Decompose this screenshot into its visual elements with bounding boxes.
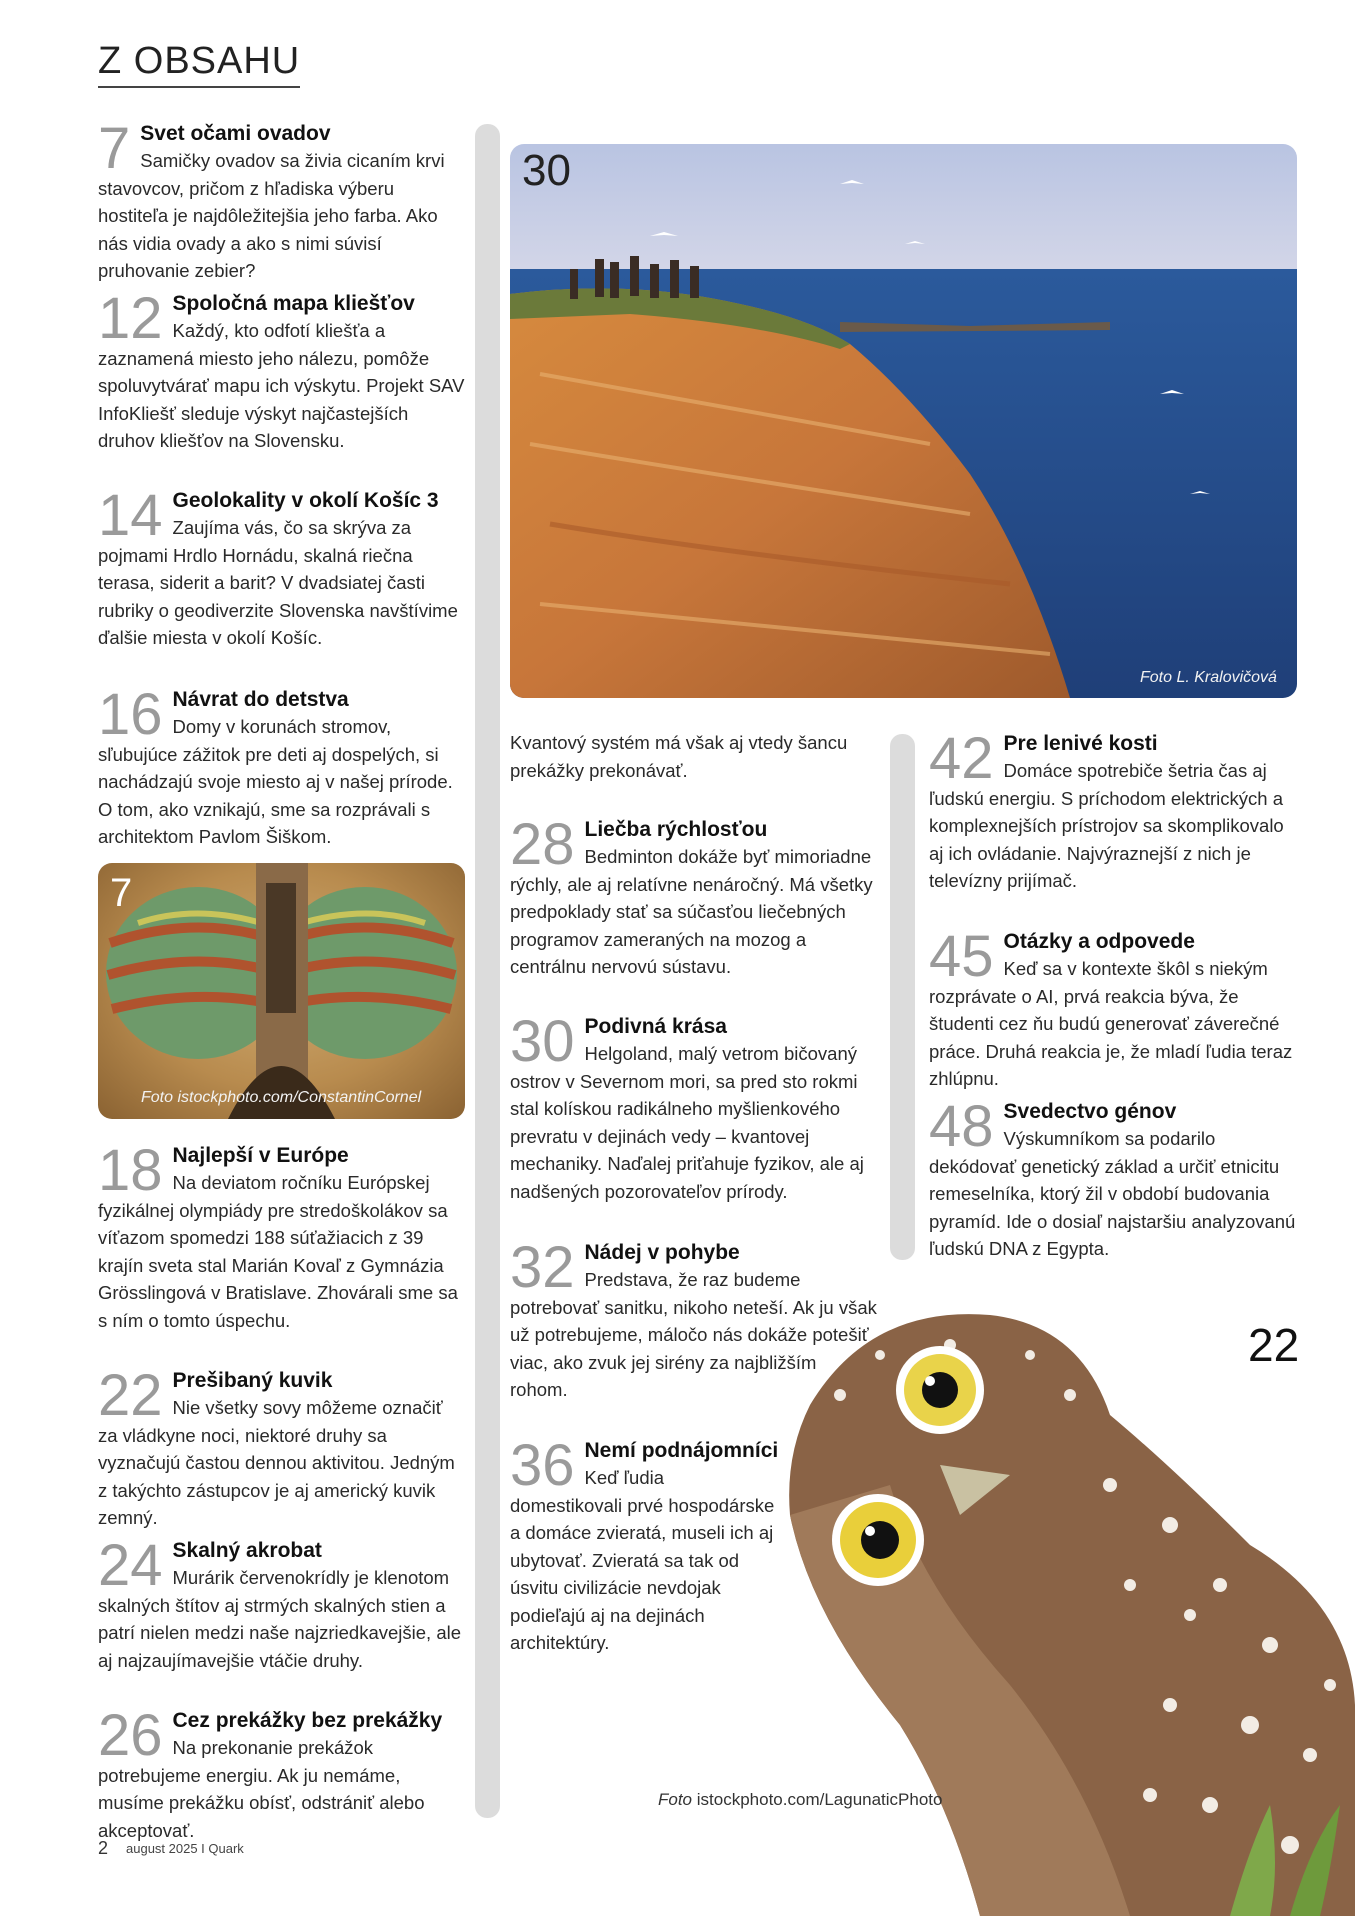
- toc-entry-7[interactable]: [98, 116, 465, 285]
- entry-description: Samičky ovadov sa živia cicaním krvi stavovcov, pričom z hľadiska výberu hostiteľa je najdôležitejšia jeho farba. Ako nás vidia ovady a ako s nimi súvisí pruhovanie zebier?: [98, 150, 445, 281]
- owl-credit-source: istockphoto.com/LagunaticPhoto: [696, 1790, 943, 1809]
- entry-description: Na deviatom ročníku Európskej fyzikálnej olympiády pre stredoškolákov sa víťazom spomedzi 188 súťažiacich z 39 krajín sveta stal Marián Kovaľ z Gymnázia Grösslingová v Bratislave. Zhovárali sme sa s ním o tomto úspechu.: [98, 1172, 458, 1331]
- helgoland-cliff-photo[interactable]: [510, 144, 1297, 698]
- entry-description: Murárik červenokrídly je klenotom skalných štítov aj strmých skalných stien a patrí nielen medzi naše najzriedkavejšie, ale aj najzaujímavejšie vtáčie druhy.: [98, 1567, 462, 1671]
- toc-entry-30[interactable]: [510, 1009, 877, 1205]
- entry-page-number: 18: [98, 1138, 163, 1203]
- photo-credit: Foto istockphoto.com/ConstantinCornel: [141, 1089, 422, 1106]
- entry-page-number: 30: [510, 1009, 575, 1074]
- entry-description: Na prekonanie prekážok potrebujeme energiu. Ak ju nemáme, musíme prekážku obísť, odstrániť alebo akceptovať.: [98, 1737, 425, 1841]
- owl-credit-prefix: Foto: [658, 1790, 693, 1809]
- entry-title: Liečba rýchlosťou: [584, 818, 768, 841]
- toc-entry-28[interactable]: [510, 812, 877, 981]
- horsefly-eye-photo[interactable]: [98, 863, 465, 1119]
- entry-description: Keď ľudia domestikovali prvé hospodárske a domáce zvieratá, museli ich aj ubytovať. Zvieratá sa tak od úsvitu civilizácie nevdojak podieľajú aj na dejinách architektúry.: [510, 1467, 775, 1653]
- entry-title: Otázky a odpovede: [1003, 930, 1195, 953]
- entry-title: Najlepší v Európe: [172, 1144, 349, 1167]
- toc-entry-48[interactable]: [929, 1094, 1297, 1263]
- entry-title: Skalný akrobat: [172, 1539, 322, 1562]
- entry-title: Spoločná mapa kliešťov: [172, 292, 415, 315]
- entry-description: Bedminton dokáže byť mimoriadne rýchly, ale aj relatívne nenáročný. Má všetky predpoklady stať sa súčasťou liečebných programov zameraných na mozog a centrálnu nervovú sústavu.: [510, 846, 873, 977]
- entry-page-number: 12: [98, 286, 163, 351]
- entry-title: Nemí podnájomníci: [584, 1439, 779, 1462]
- toc-entry-22[interactable]: [98, 1363, 465, 1532]
- entry-page-number: 36: [510, 1433, 575, 1498]
- toc-entry-45[interactable]: [929, 924, 1297, 1093]
- entry-page-number: 45: [929, 924, 994, 989]
- entry-title: Svedectvo génov: [1003, 1100, 1177, 1123]
- cliff-illustration: [510, 144, 1297, 698]
- left-column-divider: [475, 124, 500, 1818]
- toc-entry-24[interactable]: [98, 1533, 465, 1674]
- entry-description: Nie všetky sovy môžeme označiť za vládkyne noci, niektoré druhy sa vyznačujú častou dennou aktivitou. Jedným z takýchto zástupcov je aj americký kuvik zemný.: [98, 1397, 455, 1528]
- entry-title: Geolokality v okolí Košíc 3: [172, 489, 439, 512]
- entry-page-number: 28: [510, 812, 575, 877]
- entry-description: Domáce spotrebiče šetria čas aj ľudskú energiu. S príchodom elektrických a komplexnejších prístrojov sa skomplikovalo aj ich ovládanie. Najvýraznejší z nich je televízny prijímač.: [929, 760, 1284, 891]
- entry-page-number: 16: [98, 682, 163, 747]
- entry-page-number: 22: [98, 1363, 163, 1428]
- entry-title: Návrat do detstva: [172, 688, 349, 711]
- entry-page-number: 42: [929, 726, 994, 791]
- entry-page-number: 26: [98, 1703, 163, 1768]
- photo-credit: Foto L. Kralovičová: [1140, 669, 1277, 686]
- entry-page-number: 7: [98, 116, 131, 181]
- entry-description: Helgoland, malý vetrom bičovaný ostrov v Severnom mori, sa pred sto rokmi stal kolískou radikálneho myšlienkového prevratu v dejinách vedy – kvantovej mechaniky. Naďalej priťahuje fyzikov, ale aj nadšených pozorovateľov prírody.: [510, 1043, 864, 1202]
- page-number: 2: [98, 1838, 109, 1858]
- entry-title: Podivná krása: [584, 1015, 727, 1038]
- toc-entry-12[interactable]: [98, 286, 465, 455]
- middle-intro-text: Kvantový systém má však aj vtedy šancu prekážky prekonávať.: [510, 732, 848, 781]
- toc-entry-26[interactable]: [98, 1703, 465, 1844]
- entry-title: Pre lenivé kosti: [1003, 732, 1158, 755]
- photo-page-number: 30: [522, 146, 571, 195]
- entry-description: Predstava, že raz budeme potrebovať sanitku, nikoho neteší. Ak ju však už potrebujeme, máločo nás dokáže potešiť viac, ako zvuk jej sirény za najbližším rohom.: [510, 1269, 877, 1400]
- toc-entry-42[interactable]: [929, 726, 1297, 895]
- page-title: Z OBSAHU: [98, 38, 300, 88]
- owl-photo-credit: [658, 1790, 942, 1810]
- entry-page-number: 24: [98, 1533, 163, 1598]
- toc-entry-36[interactable]: [510, 1433, 780, 1657]
- photo-page-number: 7: [110, 871, 133, 915]
- middle-column-divider: [890, 734, 915, 1260]
- toc-entry-16[interactable]: [98, 682, 465, 851]
- toc-entry-18[interactable]: [98, 1138, 465, 1334]
- entry-page-number: 14: [98, 483, 163, 548]
- entry-description: Výskumníkom sa podarilo dekódovať genetický základ a určiť etnicitu remeselníka, ktorý žil v období budovania pyramíd. Ide o dosiaľ najstaršiu analyzovanú ľudskú DNA z Egypta.: [929, 1128, 1296, 1259]
- issue-label: august 2025 I Quark: [126, 1841, 244, 1856]
- entry-page-number: 48: [929, 1094, 994, 1159]
- burrowing-owl-photo[interactable]: [750, 1285, 1355, 1916]
- entry-page-number: 32: [510, 1235, 575, 1300]
- fly-eyes-illustration: [98, 863, 465, 1119]
- entry-description: Keď sa v kontexte škôl s niekým rozprávate o AI, prvá reakcia býva, že študenti cez ňu budú generovať záverečné práce. Druhá reakcia je, že mladí ľudia teraz zhlúpnu.: [929, 958, 1293, 1089]
- entry-title: Svet očami ovadov: [140, 122, 331, 145]
- toc-entry-14[interactable]: [98, 483, 465, 652]
- entry-description: Každý, kto odfotí kliešťa a zaznamená miesto jeho nálezu, pomôže spoluvytvárať mapu ich výskytu. Projekt SAV InfoKliešť sleduje výskyt najčastejších druhov kliešťov na Slovensku.: [98, 320, 465, 451]
- entry-description: Zaujíma vás, čo sa skrýva za pojmami Hrdlo Hornádu, skalná riečna terasa, siderit a barit? V dvadsiatej časti rubriky o geodiverzite Slovenska navštívime ďalšie miesta v okolí Košíc.: [98, 517, 458, 648]
- entry-title: Prešibaný kuvik: [172, 1369, 333, 1392]
- owl-illustration: [750, 1285, 1355, 1916]
- entry-description: Domy v korunách stromov, sľubujúce zážitok pre deti aj dospelých, si nachádzajú svoje miesto aj v našej prírode. O tom, ako vznikajú, sme sa rozprávali s architektom Pavlom Šiškom.: [98, 716, 453, 847]
- owl-photo-page-number: 22: [1248, 1319, 1300, 1371]
- entry-title: Cez prekážky bez prekážky: [172, 1709, 443, 1732]
- entry-title: Nádej v pohybe: [584, 1241, 740, 1264]
